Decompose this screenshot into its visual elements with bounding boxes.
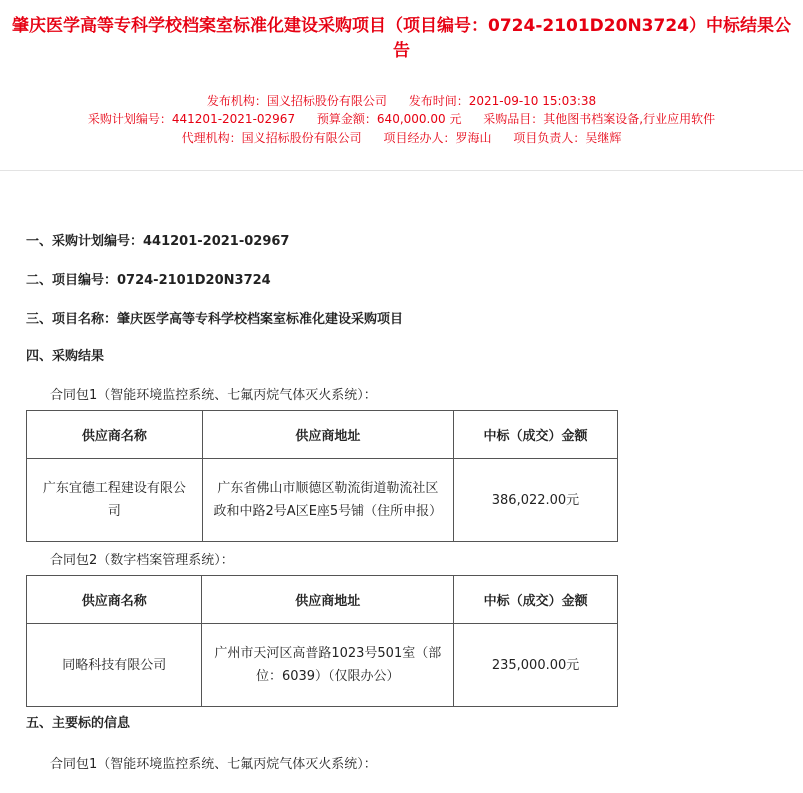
result-table-package-2 <box>26 575 618 707</box>
supplier-name-cell: 广东宜德工程建设有限公司 <box>27 459 203 542</box>
meta-row-publish <box>0 92 803 110</box>
section-project-name: 三、项目名称：肇庆医学高等专科学校档案室标准化建设采购项目 <box>26 312 404 327</box>
table-row <box>27 459 618 542</box>
award-amount-cell: 235,000.00元 <box>454 624 618 707</box>
meta-row-agent <box>0 129 803 147</box>
column-header-supplier-name: 供应商名称 <box>27 576 202 624</box>
supplier-address-cell: 广东省佛山市顺德区勒流街道勒流社区政和中路2号A区E座5号铺（住所申报） <box>202 459 453 542</box>
owner-info: 项目负责人：吴继辉 <box>513 131 622 145</box>
column-header-supplier-address: 供应商地址 <box>202 411 453 459</box>
budget-info: 预算金额：640,000.00 元 <box>316 112 462 126</box>
publisher-info: 发布机构：国义招标股份有限公司 <box>206 94 387 108</box>
column-header-supplier-name: 供应商名称 <box>27 411 203 459</box>
package-1-label: 合同包1（智能环境监控系统、七氟丙烷气体灭火系统）： <box>50 388 377 403</box>
section-main-bid-info: 五、主要标的信息 <box>26 716 131 731</box>
table-header-row <box>27 576 618 624</box>
section-project-number: 二、项目编号：0724-2101D20N3724 <box>26 273 271 288</box>
publish-time-info: 发布时间：2021-09-10 15:03:38 <box>408 94 597 108</box>
column-header-award-amount: 中标（成交）金额 <box>453 411 617 459</box>
result-table-package-1 <box>26 410 618 542</box>
column-header-award-amount: 中标（成交）金额 <box>454 576 618 624</box>
category-info: 采购品目：其他图书档案设备,行业应用软件 <box>483 112 716 126</box>
table-row <box>27 624 618 707</box>
page-title: 肇庆医学高等专科学校档案室标准化建设采购项目（项目编号：0724-2101D20N3724）中标结果公告 <box>12 16 791 61</box>
handler-info: 项目经办人：罗海山 <box>383 131 492 145</box>
package-1-label-bid-info: 合同包1（智能环境监控系统、七氟丙烷气体灭火系统）： <box>50 757 377 772</box>
table-header-row <box>27 411 618 459</box>
award-amount-cell: 386,022.00元 <box>453 459 617 542</box>
package-2-label: 合同包2（数字档案管理系统）： <box>50 553 234 568</box>
column-header-supplier-address: 供应商地址 <box>202 576 454 624</box>
meta-row-plan <box>0 110 803 128</box>
supplier-address-cell: 广州市天河区高普路1023号501室（部位：6039）（仅限办公） <box>202 624 454 707</box>
agency-info: 代理机构：国义招标股份有限公司 <box>181 131 362 145</box>
plan-number-info: 采购计划编号：441201-2021-02967 <box>87 112 296 126</box>
supplier-name-cell: 同略科技有限公司 <box>27 624 202 707</box>
section-procurement-result: 四、采购结果 <box>26 349 105 364</box>
divider <box>0 170 803 171</box>
section-plan-number: 一、采购计划编号：441201-2021-02967 <box>26 234 290 249</box>
